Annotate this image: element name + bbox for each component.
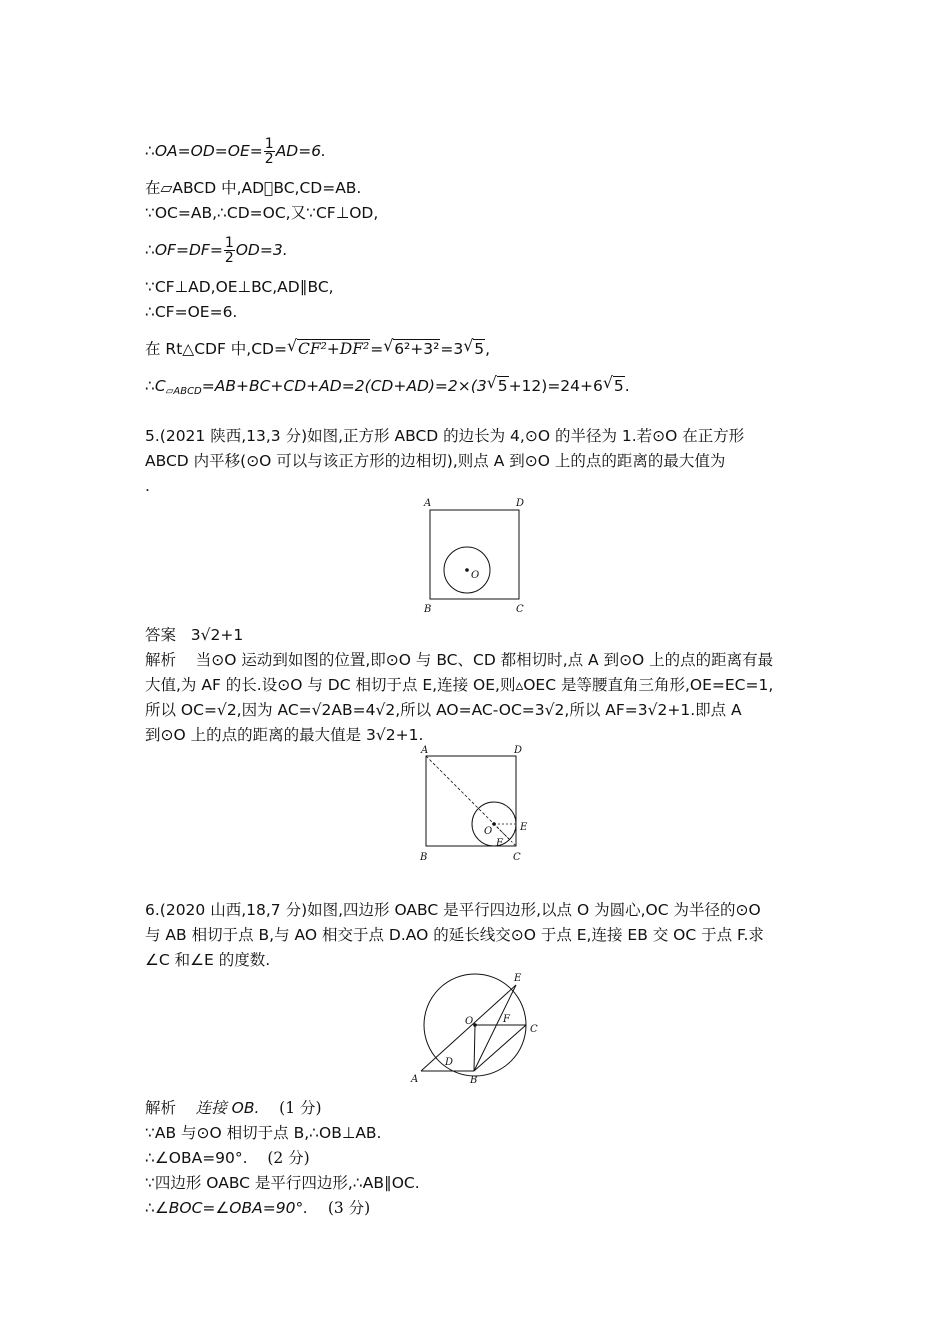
line-oa-od-oe [145, 137, 326, 166]
fraction-den: 2 [264, 151, 274, 167]
line7-end: , [485, 340, 490, 358]
label-c-q6: C [530, 1024, 538, 1035]
q5-text-2: ABCD 内平移(⊙O 可以与该正方形的边相切),则点 A 到⊙O 上的点的距离的最大值为 [145, 452, 726, 470]
label-o-2: O [484, 826, 493, 837]
q5-analysis-3: 所以 OC=√2,因为 AC=√2AB=4√2,所以 AO=AC-OC=3√2,所以 AF=3√2+1.即点 A [145, 701, 742, 719]
fraction-num: 1 [224, 235, 234, 251]
q6-step-1-score: (1 分) [279, 1099, 322, 1117]
label-o: O [471, 570, 480, 581]
radicand: 5 [613, 377, 624, 395]
q6-step-1: 连接 OB. [195, 1099, 260, 1117]
label-d-q6: D [445, 1057, 454, 1068]
label-c-2: C [513, 852, 521, 863]
center-o-dot [465, 568, 469, 572]
line4-part-b: OD=3. [235, 241, 288, 259]
line8-part-b: =AB+BC+CD+AD=2(CD+AD)=2×(3 [201, 377, 487, 395]
radical-5a: √ 5 [486, 373, 508, 395]
q6-step-4: ∵四边形 OABC 是平行四边形,∴AB∥OC. [145, 1174, 420, 1192]
line-rt-cdf [145, 336, 490, 359]
q6-step-3-line [145, 1148, 310, 1168]
label-d-2: D [514, 745, 523, 756]
q6-step-3-score: (2 分) [267, 1149, 310, 1167]
q5-text-3: . [145, 477, 150, 495]
q6-step-2: ∵AB 与⊙O 相切于点 B,∴OB⊥AB. [145, 1124, 382, 1142]
line7-mid: = [370, 340, 384, 358]
answer-label: 答案 [145, 626, 177, 644]
line1-part-b: AD=6. [275, 142, 327, 160]
label-c: C [516, 604, 524, 615]
radical-5: √ 5 [463, 336, 485, 358]
line-cf-ad: ∵CF⊥AD,OE⊥BC,AD∥BC, [145, 278, 334, 296]
q6-step-5-line [145, 1198, 370, 1218]
q5-answer [145, 625, 243, 645]
analysis-label: 解析 [145, 651, 177, 669]
q5-analysis-4: 到⊙O 上的点的距离的最大值是 3√2+1. [145, 726, 424, 744]
fraction-num: 1 [264, 136, 274, 152]
radicand: 6²+3² [394, 340, 440, 358]
line7-part-a: 在 Rt△CDF 中,CD= [145, 340, 287, 358]
label-d: D [516, 498, 525, 509]
line8-part-c: +12)=24+6 [508, 377, 603, 395]
line-oc-ab: ∵OC=AB,∴CD=OC,又∵CF⊥OD, [145, 204, 379, 222]
fraction-half-2 [224, 236, 235, 265]
label-b: B [424, 604, 432, 615]
line-parallelogram: 在▱ABCD 中,AD􀱀BC,CD=AB. [145, 179, 362, 197]
q5-text-1: 5.(2021 陕西,13,3 分)如图,正方形 ABCD 的边长为 4,⊙O 的半径为 1.若⊙O 在正方形 [145, 427, 745, 445]
label-a-2: A [421, 745, 429, 756]
line4-part-a: ∴OF=DF= [145, 241, 223, 259]
line8-part-a: ∴C [145, 377, 166, 395]
q5-analysis-2: 大值,为 AF 的长.设⊙O 与 DC 相切于点 E,连接 OE,则▵OEC 是等腰直角三角形,OE=EC=1, [145, 676, 774, 694]
q6-analysis-1 [145, 1098, 322, 1118]
square-abcd [430, 510, 519, 599]
q5-figure-1 [418, 494, 530, 616]
label-a-q6: A [411, 1074, 419, 1085]
label-e-2: E [520, 822, 528, 833]
radical-cf-df: √ CF²+DF² [286, 336, 370, 358]
line-of-df [145, 236, 288, 265]
q6-step-5-score: (3 分) [327, 1199, 371, 1217]
label-b-q6: B [470, 1075, 478, 1086]
radicand: 5 [497, 377, 508, 395]
line7-eq: =3 [440, 340, 464, 358]
label-b-2: B [420, 852, 428, 863]
label-f-q6: F [503, 1014, 510, 1025]
segment-e-b [474, 985, 516, 1071]
analysis-text-1: 当⊙O 运动到如图的位置,即⊙O 与 BC、CD 都相切时,点 A 到⊙O 上的点的距离有最 [195, 651, 774, 669]
segment-b-c [474, 1025, 526, 1071]
q6-step-5: ∴∠BOC=∠OBA=90°. [145, 1199, 309, 1217]
fraction-half [264, 137, 275, 166]
line1-part-a: ∴OA=OD=OE= [145, 142, 263, 160]
answer-value: 3√2+1 [190, 626, 244, 644]
line-cf-oe: ∴CF=OE=6. [145, 303, 238, 321]
label-o-q6: O [465, 1016, 474, 1027]
line-perimeter [145, 373, 630, 402]
radicand: 5 [474, 340, 485, 358]
q6-text-2: 与 AB 相切于点 B,与 AO 相交于点 D.AO 的延长线交⊙O 于点 E,连接 EB 交 OC 于点 F.求 [145, 926, 764, 944]
q6-text-1: 6.(2020 山西,18,7 分)如图,四边形 OABC 是平行四边形,以点 O 为圆心,OC 为半径的⊙O [145, 901, 761, 919]
q6-step-3: ∴∠OBA=90°. [145, 1149, 248, 1167]
fraction-den: 2 [224, 250, 234, 266]
q6-analysis-label: 解析 [145, 1099, 177, 1117]
q6-text-3: ∠C 和∠E 的度数. [145, 951, 271, 969]
q5-analysis-1 [145, 650, 773, 670]
label-f-2: F [496, 838, 503, 849]
segment-a-e [421, 985, 516, 1071]
subscript-abcd: ▱ABCD [165, 386, 202, 397]
radicand: CF²+DF² [297, 340, 370, 358]
segment-o-b [474, 1025, 475, 1071]
q6-figure [408, 970, 553, 1086]
line8-part-d: . [624, 377, 630, 395]
label-e-q6: E [514, 973, 522, 984]
label-a: A [424, 498, 432, 509]
q5-figure-2 [414, 742, 534, 866]
radical-6-3: √ 6²+3² [383, 336, 440, 358]
radical-5b: √ 5 [602, 373, 624, 395]
